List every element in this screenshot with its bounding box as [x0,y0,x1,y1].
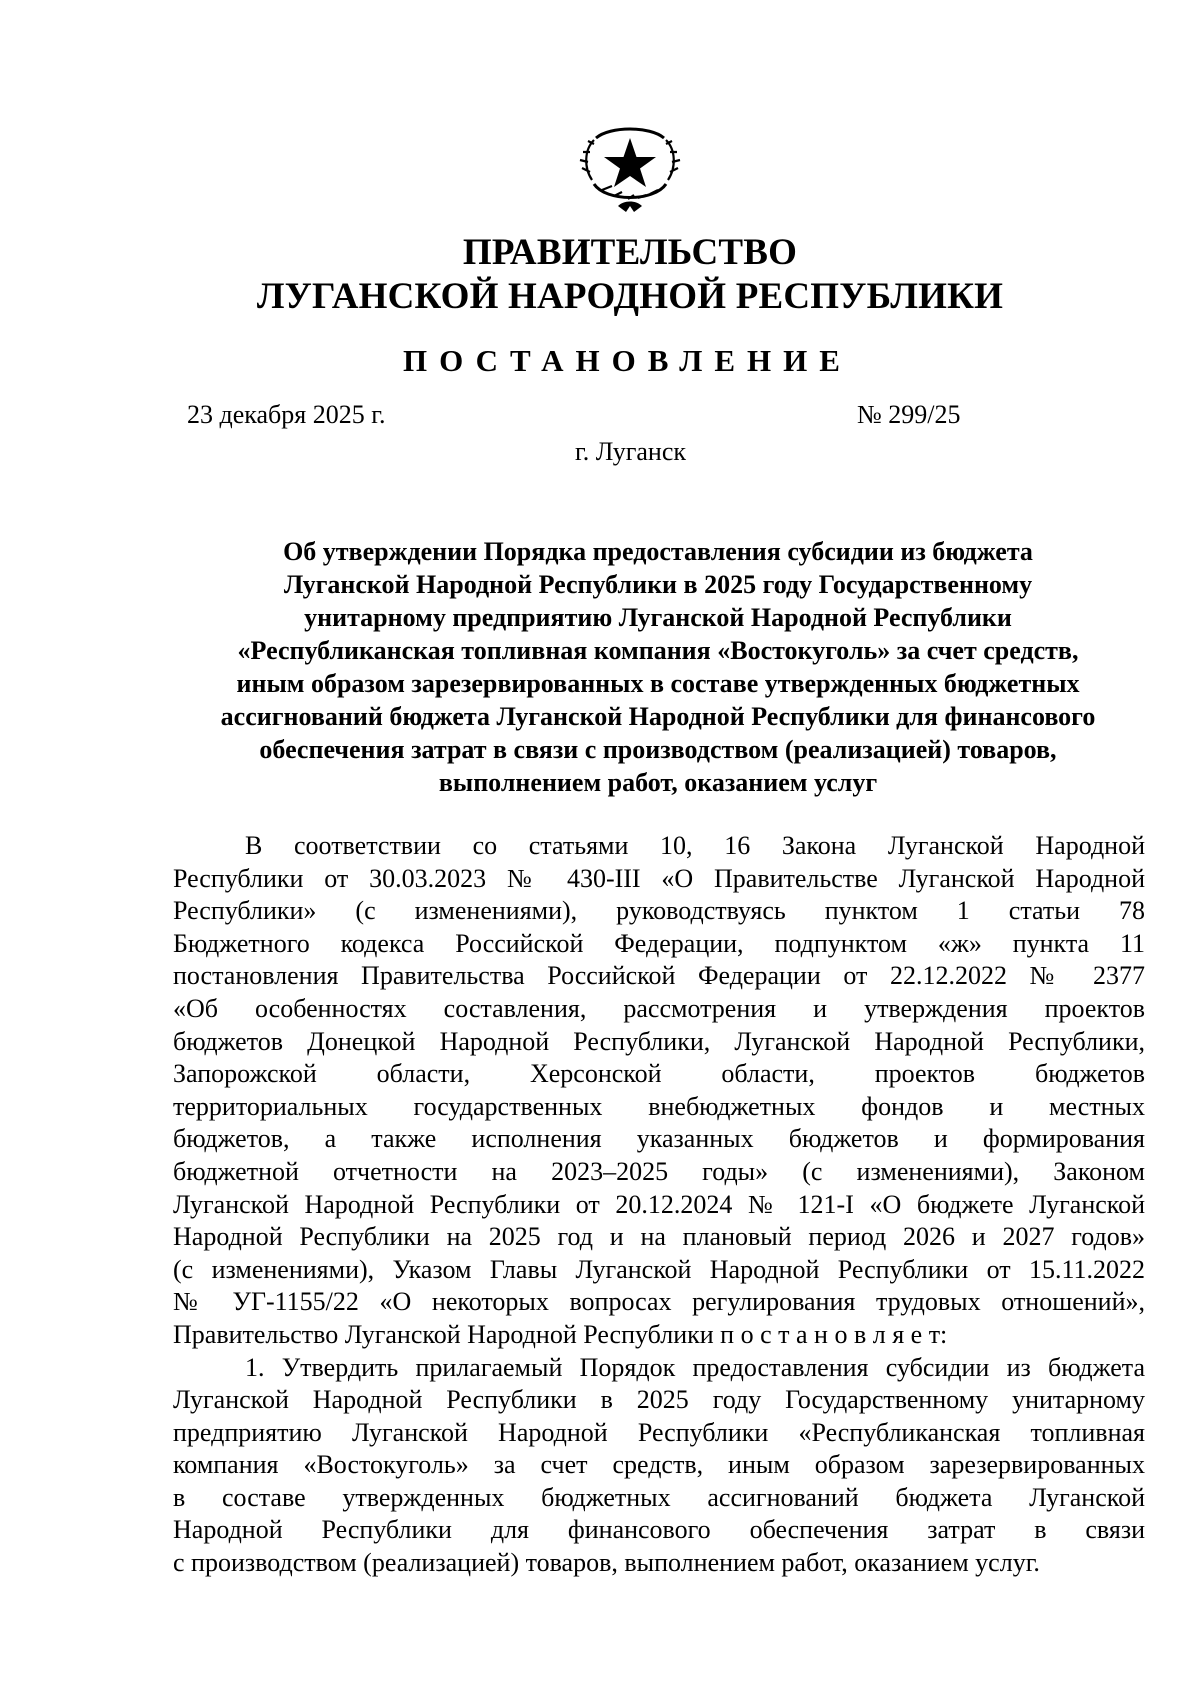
document-body [173,830,1145,1580]
preamble-line: Республики от 30.03.2023 № 430-III «О Правительстве Луганской Народной [173,863,1145,893]
subject-line: «Республиканская топливная компания «Востокуголь» за счет средств, [237,636,1079,665]
document-type: ПОСТАНОВЛЕНИЕ [403,343,852,378]
item-1-line: Луганской Народной Республики в 2025 году Государственному унитарному [173,1385,1145,1415]
preamble-paragraph [173,830,1145,1352]
preamble-line: «Об особенностях составления, рассмотрения и утверждения проектов [173,993,1145,1023]
item-1-paragraph [173,1352,1145,1580]
item-1-line: предприятию Луганской Народной Республики «Республиканская топливная [173,1417,1145,1447]
subject-line: унитарному предприятию Луганской Народной Республики [304,603,1012,632]
item-1-line: 1. Утвердить прилагаемый Порядок предоставления субсидии из бюджета [245,1352,1145,1382]
document-date: 23 декабря 2025 г. [187,400,386,429]
subject-line: выполнением работ, оказанием услуг [438,768,878,797]
organization-name-line2: ЛУГАНСКОЙ НАРОДНОЙ РЕСПУБЛИКИ [256,276,1004,317]
subject-line: обеспечения затрат в связи с производством (реализацией) товаров, [259,735,1057,764]
preamble-line: Правительство Луганской Народной Республики п о с т а н о в л я е т: [173,1319,948,1349]
preamble-line: Луганской Народной Республики от 20.12.2024 № 121-I «О бюджете Луганской [173,1189,1145,1219]
preamble-line: бюджетов, а также исполнения указанных бюджетов и формирования [173,1124,1145,1154]
preamble-line: бюджетной отчетности на 2023–2025 годы» (с изменениями), Законом [173,1156,1145,1186]
preamble-line: бюджетов Донецкой Народной Республики, Луганской Народной Республики, [173,1026,1145,1056]
preamble-line: Бюджетного кодекса Российской Федерации, подпунктом «ж» пункта 11 [173,928,1145,958]
item-1-line: с производством (реализацией) товаров, выполнением работ, оказанием услуг. [173,1548,1040,1578]
subject-line: Луганской Народной Республики в 2025 году Государственному [283,570,1033,599]
preamble-line: № УГ-1155/22 «О некоторых вопросах регулирования трудовых отношений», [173,1287,1145,1317]
preamble-line: постановления Правительства Российской Федерации от 22.12.2022 № 2377 [173,961,1145,991]
preamble-line: Запорожской области, Херсонской области, проектов бюджетов [173,1059,1145,1089]
subject-line: ассигнований бюджета Луганской Народной Республики для финансового [220,702,1096,731]
subject-line: иным образом зарезервированных в составе утвержденных бюджетных [236,669,1080,698]
preamble-line: В соответствии со статьями 10, 16 Закона Луганской Народной [245,831,1145,860]
preamble-line: (с изменениями), Указом Главы Луганской Народной Республики от 15.11.2022 [173,1254,1145,1284]
preamble-line: Республики» (с изменениями), руководствуясь пунктом 1 статьи 78 [173,896,1145,926]
item-1-line: Народной Республики для финансового обеспечения затрат в связи [173,1515,1145,1545]
preamble-line: территориальных государственных внебюджетных фондов и местных [173,1091,1145,1121]
organization-name-line1: ПРАВИТЕЛЬСТВО [462,232,798,273]
coat-of-arms-emblem [570,120,690,220]
item-1-line: в составе утвержденных бюджетных ассигнований бюджета Луганской [173,1482,1145,1512]
subject-line: Об утверждении Порядка предоставления субсидии из бюджета [283,537,1033,566]
preamble-line: Народной Республики на 2025 год и на плановый период 2026 и 2027 годов» [173,1222,1145,1252]
document-number: № 299/25 [857,400,961,429]
item-1-line: компания «Востокуголь» за счет средств, иным образом зарезервированных [173,1450,1145,1480]
document-subject [170,535,1146,799]
document-city: г. Луганск [575,437,687,466]
